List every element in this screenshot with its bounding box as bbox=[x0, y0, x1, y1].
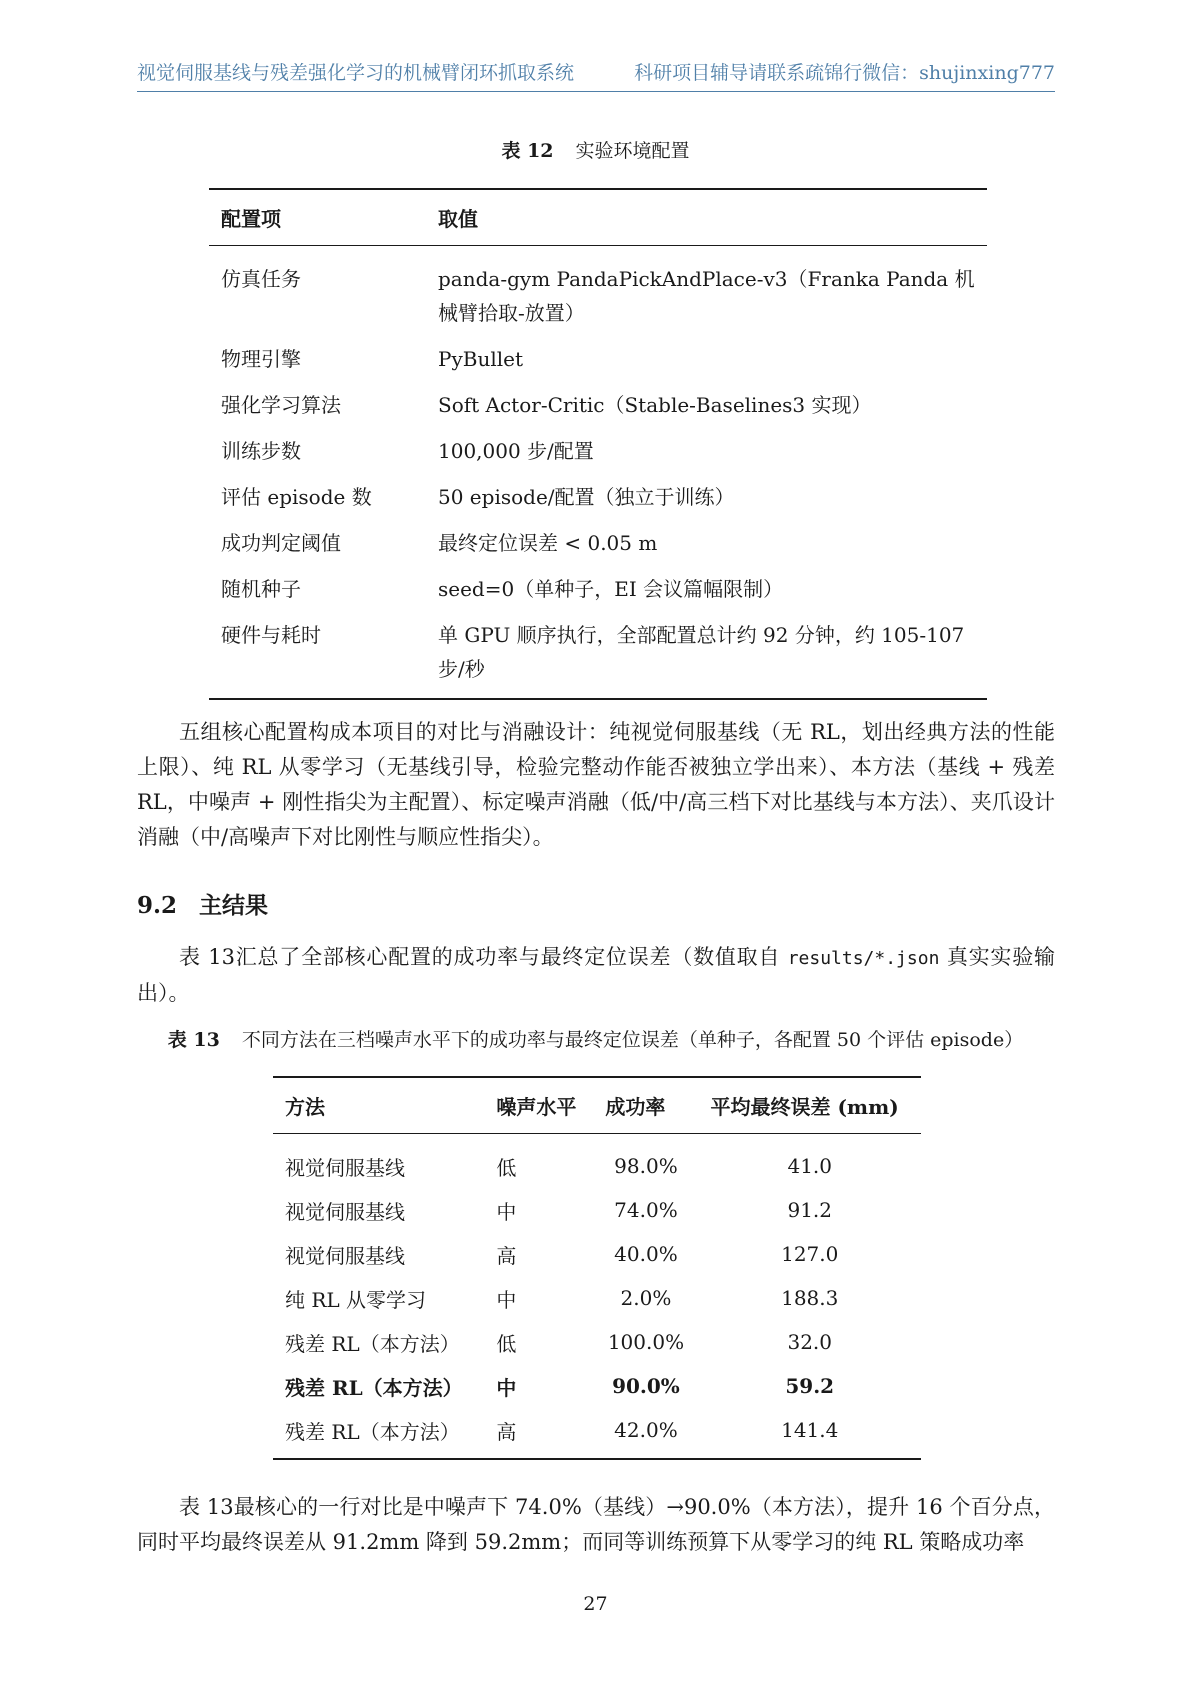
table-13-title: 不同方法在三档噪声水平下的成功率与最终定位误差（单种子，各配置 50 个评估 episode） bbox=[241, 1029, 1024, 1051]
config-value: Soft Actor-Critic（Stable-Baselines3 实现） bbox=[438, 393, 872, 417]
method-cell: 纯 RL 从零学习 bbox=[285, 1287, 427, 1312]
success-rate-cell: 98.0% bbox=[614, 1154, 678, 1178]
table-12-label: 表 12 bbox=[501, 140, 554, 162]
success-rate-cell: 100.0% bbox=[607, 1330, 685, 1354]
error-cell: 127.0 bbox=[781, 1242, 839, 1266]
error-cell: 141.4 bbox=[781, 1418, 839, 1442]
config-value: panda-gym PandaPickAndPlace-v3（Franka Panda 机械臂拾取-放置） bbox=[438, 267, 975, 325]
column-header: 成功率 bbox=[593, 1077, 698, 1134]
table-row bbox=[273, 1408, 921, 1459]
body-paragraph: 五组核心配置构成本项目的对比与消融设计：纯视觉伺服基线（无 RL，划出经典方法的性能上限）、纯 RL 从零学习（无基线引导，检验完整动作能否被独立学出来）、本方法（基线 + 残差 RL，中噪声 + 刚性指尖为主配置）、标定噪声消融（低/中/高三档下对比基线与本方法）、夹爪设计消融（中/高噪声下对比刚性与顺应性指尖）。 bbox=[137, 720, 1055, 849]
error-cell: 188.3 bbox=[781, 1286, 839, 1310]
paragraph-text: 真实实验输出）。 bbox=[137, 945, 1055, 1005]
column-header: 平均最终误差 (mm) bbox=[699, 1077, 922, 1134]
noise-cell: 中 bbox=[496, 1287, 517, 1312]
table-row bbox=[273, 1188, 921, 1232]
column-header: 噪声水平 bbox=[484, 1077, 593, 1134]
body-paragraph bbox=[137, 940, 1055, 1011]
success-rate-cell: 42.0% bbox=[614, 1418, 678, 1442]
config-item: 成功判定阈值 bbox=[221, 531, 341, 555]
table-row bbox=[209, 336, 987, 382]
paragraph-text: 表 13汇总了全部核心配置的成功率与最终定位误差（数值取自 bbox=[179, 945, 788, 969]
table-row bbox=[209, 428, 987, 474]
section-title: 主结果 bbox=[199, 892, 269, 919]
method-cell: 视觉伺服基线 bbox=[285, 1155, 405, 1180]
inline-code: results/*.json bbox=[787, 948, 940, 969]
section-number: 9.2 bbox=[137, 892, 178, 919]
config-item: 物理引擎 bbox=[221, 347, 301, 371]
body-paragraph: 表 13最核心的一行对比是中噪声下 74.0%（基线）→90.0%（本方法），提升 16 个百分点，同时平均最终误差从 91.2mm 降到 59.2mm；而同等训练预算下从零学习的纯 RL 策略成功率 bbox=[137, 1495, 1055, 1554]
column-header: 配置项 bbox=[209, 189, 426, 246]
header-title: 视觉伺服基线与残差强化学习的机械臂闭环抓取系统 bbox=[137, 62, 575, 84]
config-item: 评估 episode 数 bbox=[221, 485, 372, 509]
table-12-caption bbox=[0, 138, 1191, 164]
noise-cell: 中 bbox=[496, 1375, 517, 1400]
method-cell: 残差 RL（本方法） bbox=[285, 1375, 463, 1400]
column-header: 方法 bbox=[273, 1077, 484, 1134]
config-item: 硬件与耗时 bbox=[221, 623, 321, 647]
config-item: 仿真任务 bbox=[221, 267, 301, 291]
config-item: 随机种子 bbox=[221, 577, 301, 601]
config-item: 强化学习算法 bbox=[221, 393, 341, 417]
table-row bbox=[273, 1320, 921, 1364]
method-cell: 视觉伺服基线 bbox=[285, 1243, 405, 1268]
noise-cell: 低 bbox=[496, 1331, 517, 1356]
noise-cell: 中 bbox=[496, 1199, 517, 1224]
table-row bbox=[273, 1276, 921, 1320]
config-value: 100,000 步/配置 bbox=[438, 439, 594, 463]
table-row bbox=[209, 520, 987, 566]
table-13 bbox=[273, 1076, 921, 1460]
config-value: seed=0（单种子，EI 会议篇幅限制） bbox=[438, 577, 784, 601]
header-contact: 科研项目辅导请联系疏锦行微信：shujinxing777 bbox=[634, 62, 1055, 84]
error-cell: 59.2 bbox=[785, 1374, 835, 1398]
method-cell: 残差 RL（本方法） bbox=[285, 1419, 460, 1444]
running-header bbox=[137, 58, 1055, 92]
config-value: 50 episode/配置（独立于训练） bbox=[438, 485, 735, 509]
table-row bbox=[209, 566, 987, 612]
method-cell: 视觉伺服基线 bbox=[285, 1199, 405, 1224]
table-row bbox=[209, 612, 987, 699]
section-heading bbox=[137, 887, 268, 920]
table-header-row bbox=[273, 1077, 921, 1134]
error-cell: 41.0 bbox=[787, 1154, 833, 1178]
table-row bbox=[273, 1232, 921, 1276]
method-cell: 残差 RL（本方法） bbox=[285, 1331, 460, 1356]
config-value: PyBullet bbox=[438, 347, 523, 371]
success-rate-cell: 2.0% bbox=[620, 1286, 672, 1310]
config-value: 单 GPU 顺序执行，全部配置总计约 92 分钟，约 105-107 步/秒 bbox=[438, 623, 965, 681]
table-12 bbox=[209, 188, 987, 700]
table-row bbox=[209, 246, 987, 337]
table-header-row bbox=[209, 189, 987, 246]
noise-cell: 低 bbox=[496, 1155, 517, 1180]
table-13-caption bbox=[0, 1027, 1191, 1053]
success-rate-cell: 40.0% bbox=[614, 1242, 678, 1266]
page-number: 27 bbox=[583, 1593, 608, 1615]
config-value: 最终定位误差 < 0.05 m bbox=[438, 531, 658, 555]
column-header: 取值 bbox=[426, 189, 987, 246]
error-cell: 91.2 bbox=[787, 1198, 833, 1222]
error-cell: 32.0 bbox=[787, 1330, 833, 1354]
config-item: 训练步数 bbox=[221, 439, 301, 463]
table-13-label: 表 13 bbox=[167, 1029, 220, 1051]
table-row bbox=[273, 1134, 921, 1189]
table-12-title: 实验环境配置 bbox=[575, 140, 690, 162]
table-row bbox=[209, 474, 987, 520]
success-rate-cell: 74.0% bbox=[614, 1198, 678, 1222]
noise-cell: 高 bbox=[496, 1243, 517, 1268]
table-row bbox=[209, 382, 987, 428]
noise-cell: 高 bbox=[496, 1419, 517, 1444]
success-rate-cell: 90.0% bbox=[612, 1374, 680, 1398]
table-row-highlighted bbox=[273, 1364, 921, 1408]
